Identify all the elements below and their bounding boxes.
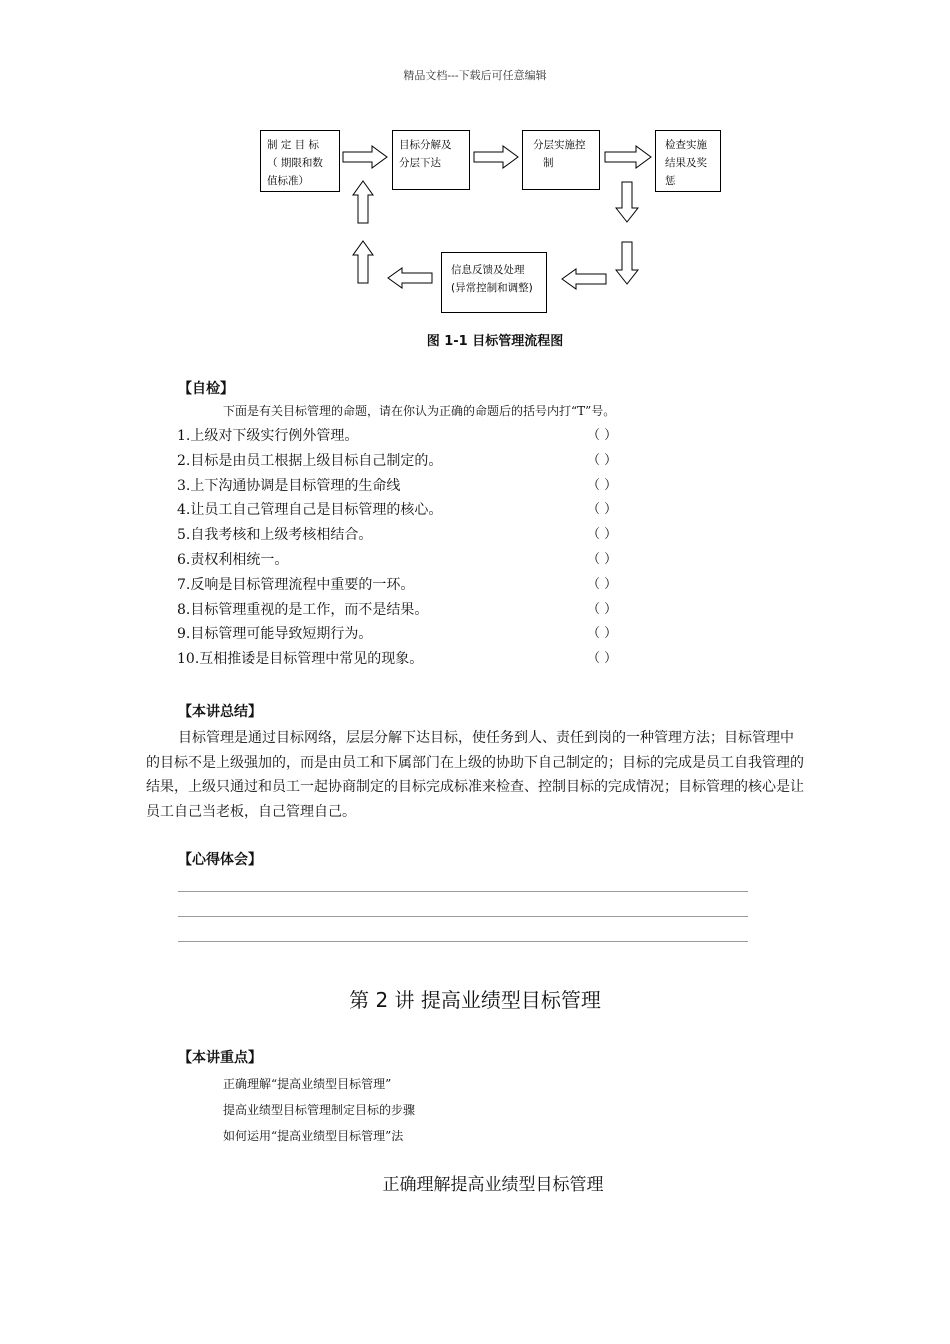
flow-box-line: 结果及奖: [665, 157, 707, 169]
question-text: 6.责权利相统一。: [177, 551, 289, 568]
answer-parentheses[interactable]: （ ）: [587, 428, 618, 443]
flow-box-check: [655, 130, 721, 192]
flow-box-decompose: [392, 130, 470, 190]
question-text: 7.反响是目标管理流程中重要的一环。: [177, 576, 415, 593]
answer-parentheses[interactable]: （ ）: [587, 452, 618, 468]
section-subheading: 正确理解提高业绩型目标管理: [382, 1175, 604, 1195]
writing-line[interactable]: [178, 941, 748, 942]
writing-line[interactable]: [178, 916, 748, 917]
list-item: [177, 575, 677, 600]
list-item: 如何运用“提高业绩型目标管理”法: [223, 1129, 404, 1143]
list-item: [177, 525, 677, 550]
list-item: [177, 451, 677, 476]
question-text: 2.目标是由员工根据上级目标自己制定的。: [177, 452, 443, 469]
selfcheck-instruction: 下面是有关目标管理的命题，请在你认为正确的命题后的括号内打“T”号。: [223, 404, 616, 418]
flow-box-line: 目标分解及: [399, 139, 452, 151]
arrow-left-icon: [387, 267, 433, 289]
question-text: 1.上级对下级实行例外管理。: [177, 428, 359, 444]
selfcheck-list: [177, 426, 677, 674]
answer-parentheses[interactable]: （ ）: [587, 651, 618, 667]
flow-box-line: 分层实施控: [533, 139, 586, 151]
summary-paragraph: 目标管理是通过目标网络，层层分解下达目标，使任务到人、责任到岗的一种管理方法；目标管理中的目标不是上级强加的，而是由员工和下属部门在上级的协助下自己制定的；目标的完成是员工自我管理的结果，上级只通过和员工一起协商制定的目标完成标准来检查、控制目标的完成情况；目标管理的核心是让员工自己当老板，自己管理自己。: [146, 730, 804, 820]
flow-box-implement: [522, 130, 600, 190]
question-text: 3.上下沟通协调是目标管理的生命线: [177, 477, 401, 494]
list-item: 提高业绩型目标管理制定目标的步骤: [223, 1103, 416, 1117]
flow-box-feedback: [441, 252, 547, 313]
list-item: [177, 550, 677, 575]
selfcheck-title: 【自检】: [178, 381, 234, 397]
arrow-left-icon: [561, 268, 607, 290]
list-item: [177, 426, 677, 451]
arrow-down-icon: [615, 241, 639, 285]
flow-box-line: 检查实施: [665, 139, 707, 151]
flow-box-line: 惩: [665, 175, 676, 187]
flow-box-line: 值标准）: [267, 175, 309, 187]
summary-title: 【本讲总结】: [178, 704, 262, 720]
answer-parentheses[interactable]: （ ）: [587, 502, 618, 518]
arrow-down-icon: [615, 181, 639, 223]
key-points-title: 【本讲重点】: [178, 1050, 262, 1066]
answer-parentheses[interactable]: （ ）: [587, 576, 618, 592]
flow-box-line: 制 定 目 标: [267, 139, 320, 151]
flow-box-line: (异常控制和调整): [451, 282, 533, 294]
answer-parentheses[interactable]: （ ）: [587, 551, 618, 567]
answer-parentheses[interactable]: （ ）: [587, 626, 618, 642]
list-item: [177, 476, 677, 501]
question-text: 5.自我考核和上级考核相结合。: [177, 527, 373, 544]
flow-box-line: 分层下达: [399, 157, 441, 169]
answer-parentheses[interactable]: （ ）: [587, 601, 618, 617]
flow-box-set-goals: [260, 130, 340, 192]
arrow-up-icon: [352, 180, 374, 224]
key-points-list: [223, 1071, 415, 1149]
list-item: [177, 600, 677, 625]
arrow-right-icon: [473, 145, 519, 169]
question-text: 10.互相推诿是目标管理中常见的现象。: [177, 651, 424, 668]
flow-box-line: 制: [543, 157, 554, 169]
arrow-up-icon: [352, 240, 374, 284]
arrow-right-icon: [604, 145, 652, 169]
list-item: [177, 649, 677, 674]
answer-parentheses[interactable]: （ ）: [587, 527, 618, 543]
flow-box-line: （ 期限和数: [267, 157, 323, 169]
flow-box-line: 信息反馈及处理: [451, 264, 525, 276]
question-text: 8.目标管理重视的是工作，而不是结果。: [177, 601, 429, 618]
list-item: [177, 500, 677, 525]
answer-parentheses[interactable]: （ ）: [587, 477, 618, 493]
list-item: 正确理解“提高业绩型目标管理”: [223, 1077, 392, 1091]
list-item: [177, 624, 677, 649]
question-text: 4.让员工自己管理自己是目标管理的核心。: [177, 502, 443, 519]
page-header: 精品文档---下载后可任意编辑: [403, 69, 547, 82]
reflection-title: 【心得体会】: [178, 852, 262, 868]
arrow-right-icon: [342, 145, 388, 169]
figure-caption: 图 1-1 目标管理流程图: [426, 334, 564, 349]
writing-line[interactable]: [178, 891, 748, 892]
lecture-heading: 第 2 讲 提高业绩型目标管理: [349, 988, 601, 1012]
question-text: 9.目标管理可能导致短期行为。: [177, 626, 373, 643]
